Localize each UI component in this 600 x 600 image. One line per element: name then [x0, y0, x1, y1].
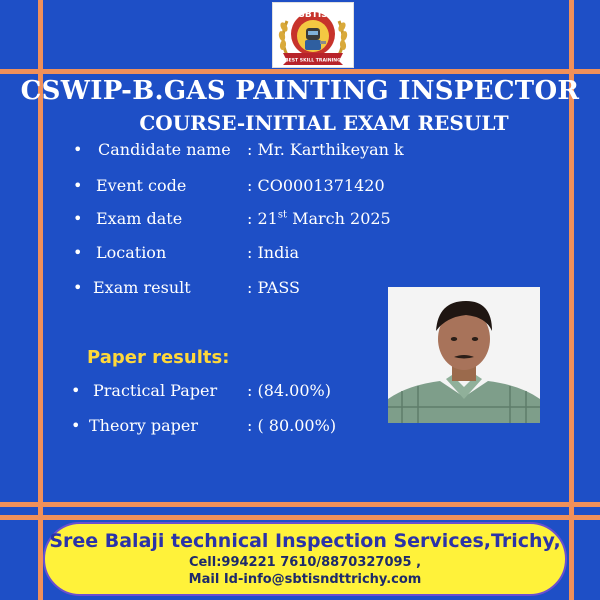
- footer-banner: [43, 522, 567, 596]
- location-value: : India: [247, 243, 299, 262]
- bullet-icon: •: [73, 278, 83, 297]
- exam-result-label: Exam result: [93, 278, 191, 297]
- bullet-icon: •: [71, 416, 81, 435]
- bullet-icon: •: [73, 209, 83, 228]
- svg-text:BEST SKILL TRAINING: BEST SKILL TRAINING: [285, 58, 341, 64]
- paper-results-heading: Paper results:: [87, 347, 230, 368]
- exam-date-label: Exam date: [96, 209, 183, 228]
- exam-date-suffix: st: [277, 209, 287, 221]
- candidate-photo: [388, 287, 540, 423]
- exam-date-value: [247, 209, 391, 228]
- theory-paper-label: Theory paper: [89, 416, 198, 435]
- page-title: CSWIP-B.GAS PAINTING INSPECTOR: [20, 76, 580, 106]
- theory-paper-value: : ( 80.00%): [247, 416, 337, 435]
- sbtis-logo: [272, 2, 354, 68]
- page-subtitle-text: COURSE-INITIAL EXAM RESULT: [139, 111, 509, 135]
- footer-company-name: Sree Balaji technical Inspection Services,Trichy,: [49, 530, 561, 552]
- candidate-name-label: Candidate name: [98, 140, 231, 159]
- page-subtitle: [0, 111, 600, 135]
- exam-date-day: : 21: [247, 209, 278, 228]
- bullet-icon: •: [73, 243, 83, 262]
- event-code-value: : CO0001371420: [247, 176, 385, 195]
- practical-paper-value: : (84.00%): [247, 381, 331, 400]
- candidate-name-value: : Mr. Karthikeyan k: [247, 140, 404, 159]
- exam-date-month-year: March 2025: [287, 209, 391, 228]
- practical-paper-label: Practical Paper: [93, 381, 218, 400]
- footer-cell-numbers: Cell:994221 7610/8870327095 ,: [188, 555, 422, 570]
- exam-result-value: : PASS: [247, 278, 300, 297]
- event-code-label: Event code: [96, 176, 187, 195]
- svg-text:SBTIS: SBTIS: [298, 10, 328, 20]
- bullet-icon: •: [71, 381, 81, 400]
- bullet-icon: •: [73, 176, 83, 195]
- frame-line-bottom-2: [0, 515, 600, 520]
- footer-mail: Mail Id-info@sbtisndttrichy.com: [188, 572, 422, 587]
- bullet-icon: •: [73, 140, 83, 159]
- frame-line-bottom-1: [0, 502, 600, 507]
- location-label: Location: [96, 243, 167, 262]
- frame-line-top: [0, 69, 600, 74]
